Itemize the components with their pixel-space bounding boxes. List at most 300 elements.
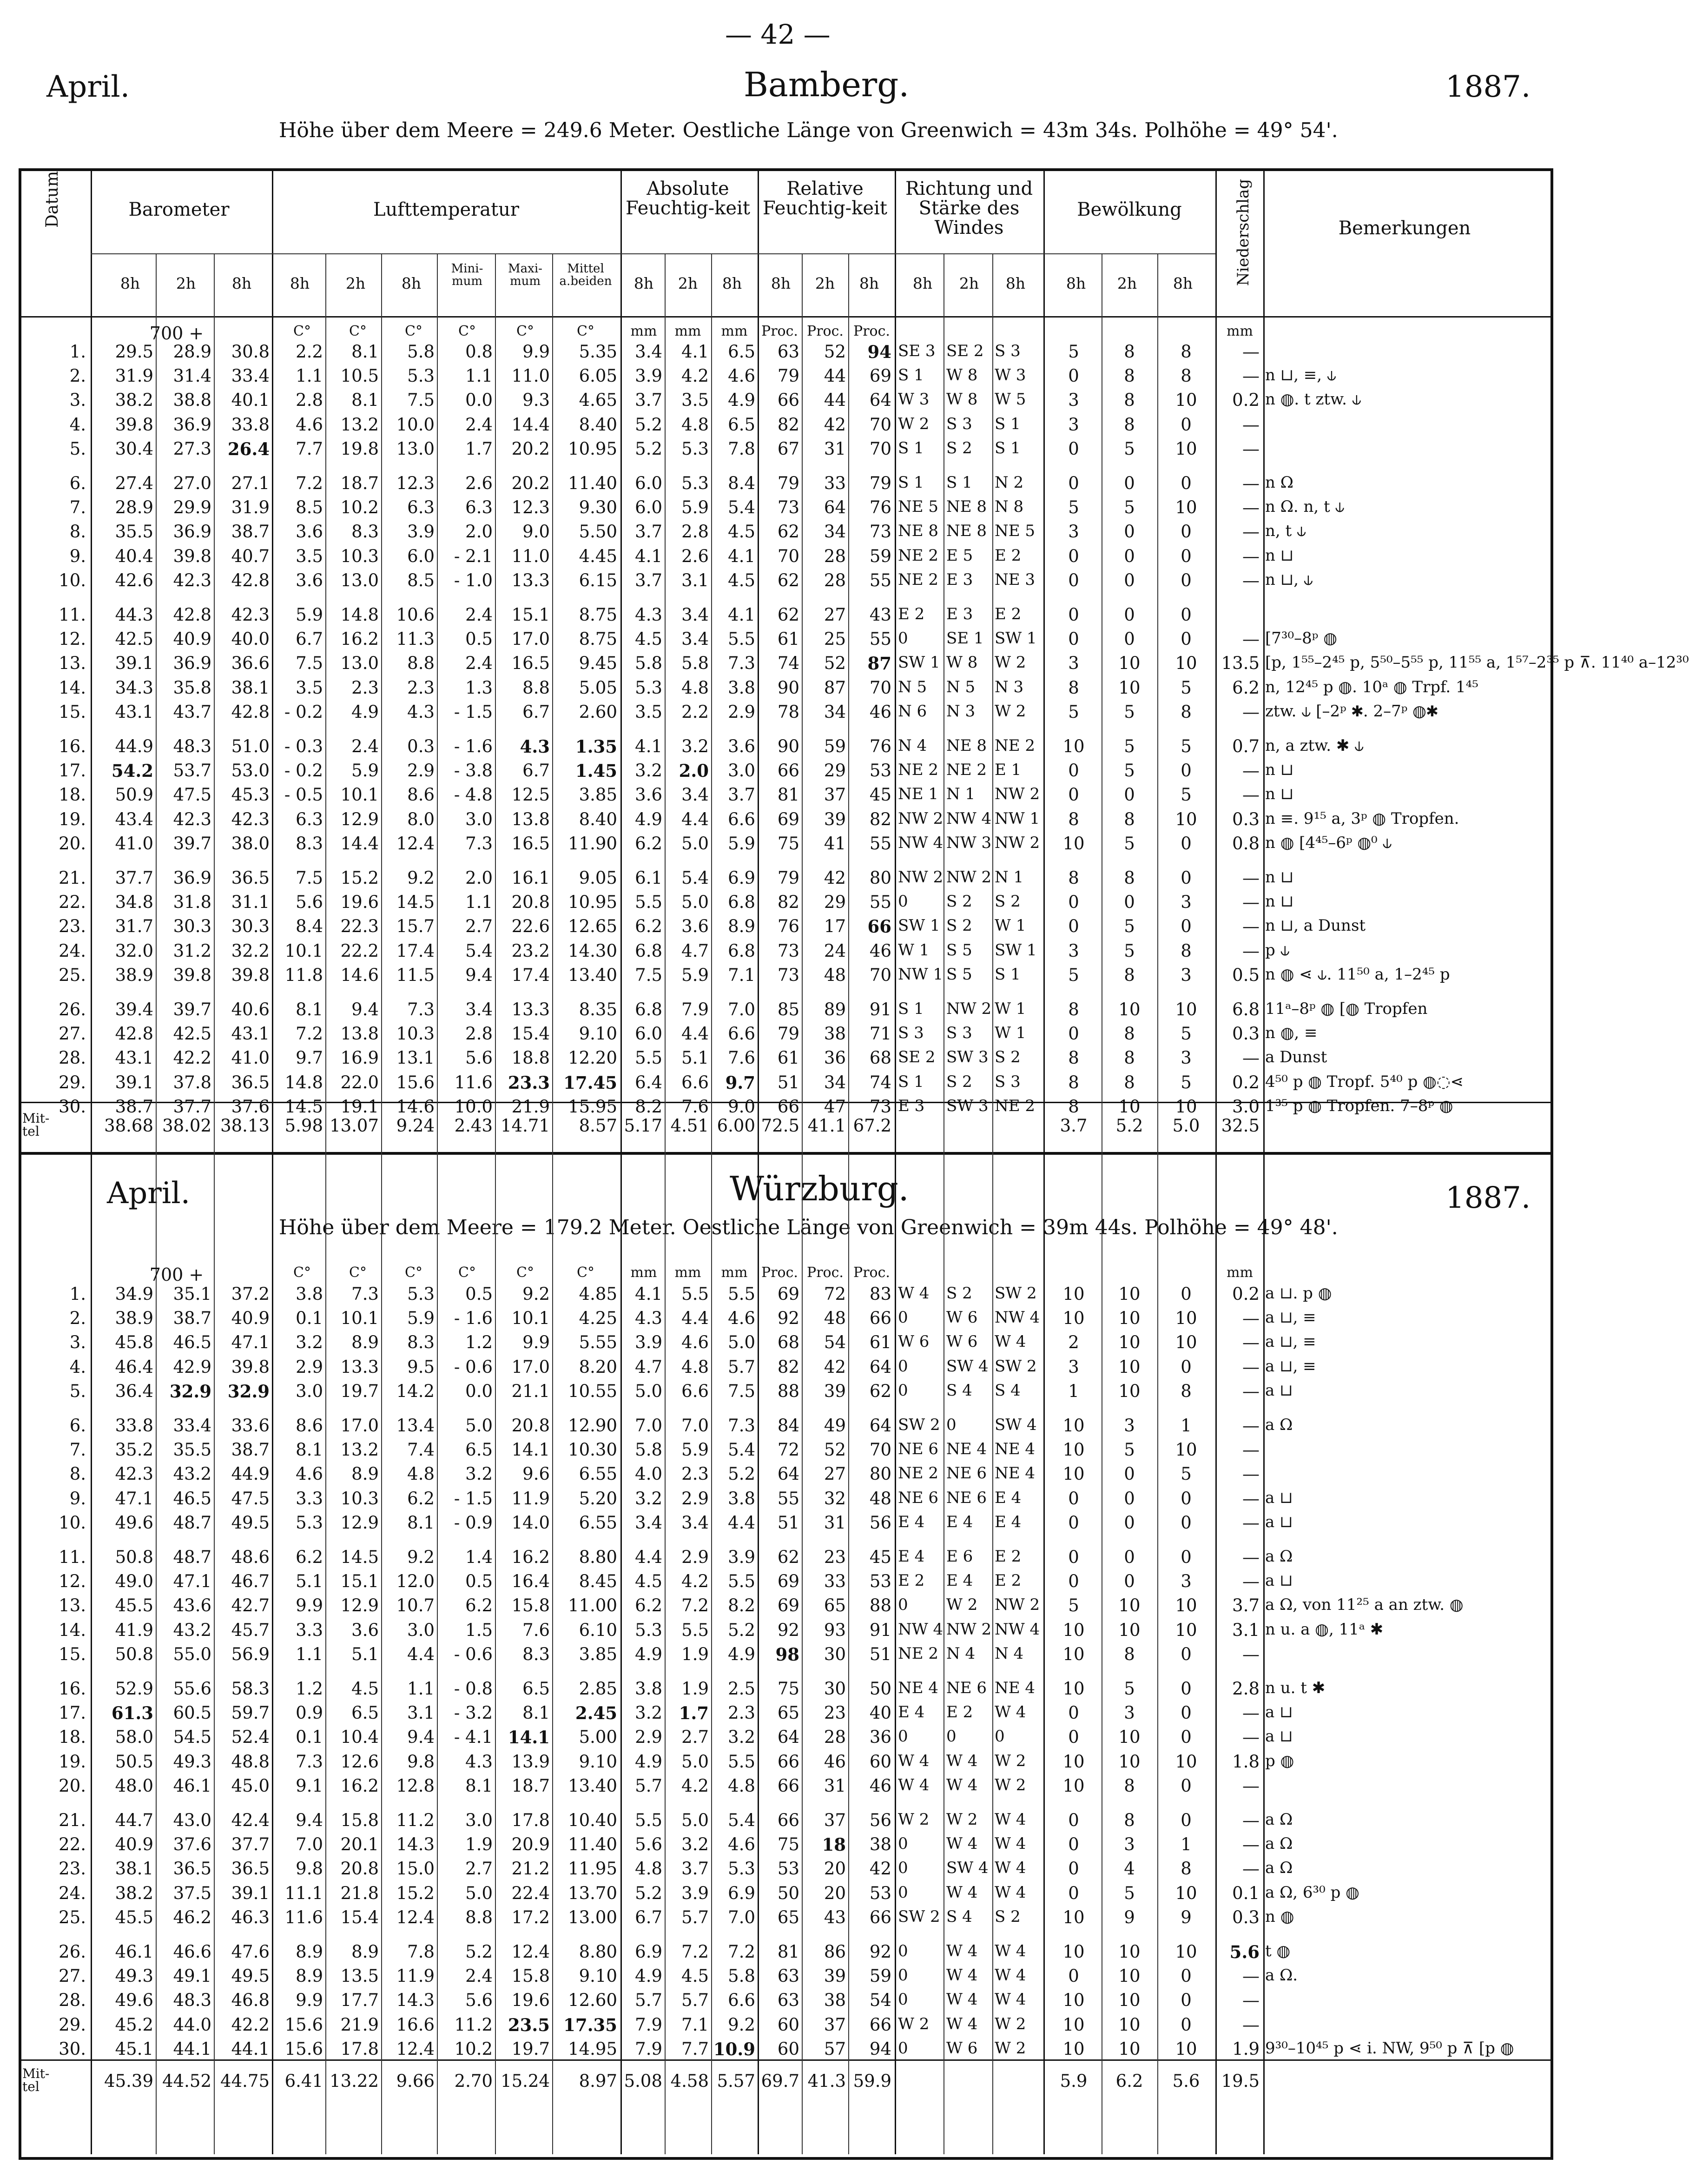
mittel-cell: 69.7 (761, 2071, 799, 2091)
table-cell: 10 (1175, 999, 1197, 1019)
table-cell: 9 (1181, 1907, 1192, 1927)
table-cell: 4.3 (407, 702, 435, 722)
table-cell: 4.6 (296, 1464, 323, 1484)
table-cell: 11.90 (568, 833, 617, 854)
table-cell: 21.8 (340, 1883, 379, 1903)
table-cell: 5.3 (681, 438, 709, 459)
table-cell: 9.4 (296, 1810, 323, 1830)
row-date: 27. (59, 1966, 86, 1986)
table-cell: 5.50 (579, 522, 617, 542)
remark: a Ω (1265, 1547, 1293, 1566)
table-cell: 7.0 (296, 1834, 323, 1855)
table-cell: S 3 (946, 1024, 972, 1043)
table-cell: 7.3 (728, 1416, 755, 1436)
sub-bew-2: 2h (1117, 274, 1137, 292)
table-cell: 98 (775, 1644, 799, 1665)
table-cell: 3.4 (681, 605, 709, 625)
remark: n ⊔ (1265, 785, 1294, 804)
table-cell: 13.5 (340, 1966, 379, 1986)
table-cell: 87 (867, 653, 891, 674)
table-cell: 66 (869, 2014, 891, 2035)
table-cell: 17.0 (511, 1357, 550, 1377)
vrule-thin (495, 253, 496, 2154)
table-cell: S 3 (995, 342, 1021, 360)
table-cell: 10 (1062, 1620, 1085, 1640)
sub-wind-2: 2h (959, 274, 979, 292)
table-cell: NW 2 (995, 1595, 1040, 1615)
table-cell: 8.6 (296, 1416, 323, 1436)
table-cell: W 2 (946, 1595, 978, 1615)
table-cell: 42 (824, 414, 846, 435)
table-cell: 10 (1118, 1990, 1141, 2011)
table-cell: 81 (777, 785, 799, 805)
row-date: 6. (69, 1416, 86, 1436)
table-cell: N 5 (946, 677, 976, 696)
remark: a Dunst (1265, 1048, 1327, 1067)
table-cell: 18.7 (340, 473, 379, 493)
table-cell: 11.6 (454, 1072, 493, 1092)
table-cell: 31.9 (115, 366, 153, 386)
remark: a ⊔ (1265, 1703, 1293, 1722)
table-cell: 5 (1124, 1679, 1135, 1699)
table-cell: 9.10 (579, 1024, 617, 1044)
table-cell: 0 (1124, 605, 1135, 625)
table-cell: 0.5 (465, 1571, 493, 1592)
table-cell: 4.8 (681, 1357, 709, 1377)
table-cell: 27.4 (115, 473, 153, 493)
table-cell: 64 (824, 497, 846, 518)
table-cell: NE 2 (995, 1096, 1036, 1115)
vrule (1043, 168, 1045, 2154)
table-cell: 3.7 (635, 570, 662, 590)
table-cell: 38.7 (115, 1096, 153, 1117)
table-cell: 5.8 (728, 1966, 755, 1986)
table-cell: 11.1 (284, 1883, 323, 1903)
table-cell: 43.1 (115, 1048, 153, 1068)
table-cell: S 2 (995, 1907, 1021, 1926)
table-cell: 5.7 (728, 1357, 755, 1377)
table-cell: 38.2 (115, 1883, 153, 1903)
table-cell: 37.8 (173, 1072, 211, 1092)
table-cell: - 3.2 (454, 1703, 493, 1723)
table-cell: 31 (824, 438, 846, 459)
table-cell: 0 (898, 629, 908, 648)
table-cell: S 1 (898, 999, 924, 1018)
table-cell: 49.3 (173, 1751, 211, 1772)
mittel-cell: 5.98 (284, 1116, 323, 1136)
table-cell: 42.4 (231, 1810, 270, 1830)
col-nied: Niederschlag (1234, 179, 1253, 286)
table-cell: 5 (1124, 702, 1135, 722)
table-cell: 10.4 (340, 1727, 379, 1747)
table-cell: 1 (1181, 1416, 1192, 1436)
table-cell: 13.40 (568, 1775, 617, 1796)
table-cell: W 1 (898, 940, 930, 960)
table-cell: 66 (777, 1810, 799, 1830)
table-cell: 12.0 (396, 1571, 435, 1592)
table-cell: 6.5 (728, 342, 755, 362)
table-cell: 55.0 (173, 1644, 211, 1664)
table-cell: S 1 (898, 438, 924, 457)
table-cell: W 4 (995, 1966, 1026, 1985)
table-cell: 91 (869, 999, 891, 1019)
table-cell: W 2 (995, 653, 1026, 672)
table-cell: 2.85 (579, 1679, 617, 1699)
table-cell: 11.6 (284, 1907, 323, 1927)
table-cell: 5.5 (635, 1810, 662, 1830)
mittel-cell: 38.68 (104, 1116, 153, 1136)
table-cell: 64 (869, 1357, 891, 1377)
table-cell: 2.9 (407, 761, 435, 781)
table-cell: 4.6 (728, 366, 755, 386)
table-cell: 34 (824, 522, 846, 542)
table-cell: 7.3 (296, 1751, 323, 1772)
table-cell: 8 (1068, 1048, 1079, 1068)
table-cell: 10 (1062, 736, 1085, 756)
table-cell: 8 (1181, 1381, 1192, 1401)
table-cell: — (1242, 1547, 1260, 1567)
table-cell: SW 1 (898, 916, 940, 935)
table-cell: 12.3 (396, 473, 435, 493)
table-cell: 4.0 (635, 1464, 662, 1484)
table-cell: 5 (1068, 965, 1079, 985)
table-cell: 36 (869, 1727, 891, 1747)
table-cell: N 3 (946, 702, 976, 721)
table-cell: 37.6 (231, 1096, 270, 1117)
table-cell: 5 (1124, 1440, 1135, 1460)
table-cell: 51 (777, 1512, 799, 1533)
table-cell: 25 (824, 629, 846, 649)
row-date: 8. (69, 1464, 86, 1484)
table-cell: 8 (1181, 1859, 1192, 1879)
table-cell: 2.7 (465, 916, 493, 937)
table-cell: - 0.9 (454, 1512, 493, 1533)
sub-abs-8: 8h (633, 274, 654, 292)
table-cell: SW 1 (995, 629, 1037, 648)
remark: 1³⁵ p ◍ Tropfen. 7–8ᵖ ◍ (1265, 1096, 1453, 1115)
remark: 4⁵⁰ p ◍ Tropf. 5⁴⁰ p ◍◌⋖ (1265, 1072, 1464, 1091)
table-cell: 10 (1175, 438, 1197, 459)
table-cell: 5.00 (579, 1727, 617, 1747)
table-cell: — (1242, 1512, 1260, 1533)
table-cell: SE 2 (898, 1048, 936, 1067)
table-cell: 32.0 (115, 940, 153, 961)
table-cell: 10 (1062, 1464, 1085, 1484)
table-cell: 15.7 (396, 916, 435, 937)
row-date: 4. (69, 1357, 86, 1377)
table-cell: 1.2 (465, 1332, 493, 1353)
mittel-cell: 5.6 (1172, 2071, 1200, 2091)
table-cell: 12.65 (568, 916, 617, 937)
table-cell: 14.4 (340, 833, 379, 854)
mittel-cell: 5.17 (624, 1116, 662, 1136)
table-cell: 84 (777, 1416, 799, 1436)
table-cell: 0 (1181, 833, 1192, 854)
table-cell: 4.8 (635, 1859, 662, 1879)
table-cell: 14.6 (396, 1096, 435, 1117)
table-cell: 38.9 (115, 965, 153, 985)
table-cell: — (1242, 522, 1260, 542)
table-cell: 38.2 (115, 390, 153, 410)
table-cell: — (1242, 1357, 1260, 1377)
table-cell: 94 (869, 2038, 891, 2059)
table-cell: 10 (1175, 1308, 1197, 1329)
table-cell: 71 (869, 1024, 891, 1044)
table-cell: 5.3 (635, 1620, 662, 1640)
table-cell: 42 (824, 868, 846, 888)
table-cell: 1.45 (575, 761, 617, 781)
row-date: 27. (59, 1024, 86, 1044)
table-cell: 4.9 (635, 809, 662, 829)
table-cell: 46.1 (173, 1775, 211, 1796)
table-cell: 6.7 (522, 761, 550, 781)
table-cell: 3.1 (681, 570, 709, 590)
table-cell: 8 (1181, 940, 1192, 961)
table-cell: 12.5 (511, 785, 550, 805)
row-date: 16. (59, 1679, 86, 1699)
table-cell: 51 (777, 1072, 799, 1092)
table-cell: 1.3 (465, 677, 493, 698)
table-cell: 5 (1181, 785, 1192, 805)
table-cell: - 4.1 (454, 1727, 493, 1747)
table-cell: 76 (869, 497, 891, 518)
remark: n Ω. n, t ⫝ (1265, 497, 1345, 516)
table-cell: 20.8 (511, 1416, 550, 1436)
table-cell: 0.3 (1232, 809, 1260, 829)
table-cell: 24 (824, 940, 846, 961)
table-cell: 46.1 (115, 1942, 153, 1962)
remark: a Ω, 6³⁰ p ◍ (1265, 1883, 1359, 1902)
table-cell: 3.1 (1232, 1620, 1260, 1640)
table-cell: 5.7 (681, 1990, 709, 2011)
remark: a Ω (1265, 1834, 1293, 1853)
vrule-thin (381, 253, 382, 2154)
table-cell: 0 (1068, 473, 1079, 493)
table-cell: 72 (777, 1440, 799, 1460)
table-cell: 1.1 (296, 1644, 323, 1664)
table-cell: SE 3 (898, 342, 936, 360)
table-cell: W 4 (946, 1942, 978, 1960)
table-cell: 5.7 (635, 1775, 662, 1796)
table-cell: 7.3 (465, 833, 493, 854)
table-cell: 36.5 (231, 1072, 270, 1092)
table-cell: — (1242, 702, 1260, 722)
table-cell: 17.35 (563, 2014, 617, 2035)
table-cell: 2.8 (296, 390, 323, 410)
table-cell: 10 (1118, 1357, 1141, 1377)
table-cell: SW 4 (946, 1859, 989, 1878)
table-cell: 12.9 (340, 809, 379, 829)
table-cell: 5 (1068, 342, 1079, 362)
table-cell: 0 (1068, 605, 1079, 625)
table-cell: NW 3 (946, 833, 992, 852)
table-cell: 53 (869, 1571, 891, 1592)
table-cell: 4.3 (465, 1751, 493, 1772)
table-cell: 10 (1062, 833, 1085, 854)
table-cell: 39 (824, 1966, 846, 1986)
table-cell: S 1 (898, 473, 924, 492)
table-cell: 39.8 (173, 965, 211, 985)
table-cell: 6.55 (579, 1464, 617, 1484)
table-cell: 76 (869, 736, 891, 756)
table-cell: 22.4 (511, 1883, 550, 1903)
mittel-cell: 2.70 (454, 2071, 493, 2091)
table-cell: 28.9 (115, 497, 153, 518)
table-cell: 10 (1062, 2014, 1085, 2035)
table-cell: E 2 (995, 605, 1022, 623)
table-cell: 4.4 (681, 809, 709, 829)
table-cell: 10.5 (340, 366, 379, 386)
table-cell: 10.3 (396, 1024, 435, 1044)
table-cell: 8 (1124, 390, 1135, 410)
table-cell: E 2 (898, 605, 925, 623)
remark: 9³⁰–10⁴⁵ p ⋖ i. NW, 9⁵⁰ p ⊼ [p ◍ (1265, 2038, 1514, 2058)
table-cell: W 4 (995, 1883, 1026, 1902)
sub-abs-8b: 8h (722, 274, 742, 292)
unit-proc: Proc. (807, 1264, 844, 1281)
table-cell: 4.3 (635, 1308, 662, 1329)
table-cell: 42.3 (173, 570, 211, 590)
remark: n, 12⁴⁵ p ◍. 10ᵃ ◍ Trpf. 1⁴⁵ (1265, 677, 1478, 696)
table-cell: W 2 (898, 414, 930, 433)
table-cell: 37.7 (231, 1834, 270, 1855)
table-cell: 16.9 (340, 1048, 379, 1068)
table-cell: 2.3 (728, 1703, 755, 1723)
unit-c: C° (293, 323, 311, 339)
table-cell: 6.10 (579, 1620, 617, 1640)
table-cell: 20 (824, 1883, 846, 1903)
table-cell: S 2 (946, 892, 972, 911)
table-cell: 9.3 (522, 390, 550, 410)
mittel-cell: 4.51 (670, 1116, 709, 1136)
row-date: 16. (59, 736, 86, 756)
row-date: 4. (69, 414, 86, 435)
table-cell: 0 (1181, 473, 1192, 493)
table-cell: W 4 (995, 1332, 1026, 1351)
mittel-cell: 44.52 (162, 2071, 211, 2091)
table-cell: 0 (1124, 1488, 1135, 1509)
table-cell: 4.7 (635, 1357, 662, 1377)
table-cell: W 2 (995, 2038, 1026, 2058)
row-date: 30. (59, 1096, 86, 1117)
table-cell: 37.2 (231, 1284, 270, 1304)
table-cell: 1.9 (681, 1644, 709, 1664)
table-cell: 55 (777, 1488, 799, 1509)
table-cell: 41.0 (231, 1048, 270, 1068)
table-cell: 6.8 (1232, 999, 1260, 1019)
table-cell: 5.9 (296, 605, 323, 625)
table-cell: NE 4 (995, 1440, 1036, 1459)
table-cell: — (1242, 473, 1260, 493)
table-cell: — (1242, 1810, 1260, 1830)
remark: n ◍, ≡ (1265, 1024, 1318, 1043)
remark: a ⊔ (1265, 1727, 1293, 1746)
table-cell: 13.5 (1221, 653, 1260, 674)
table-cell: 17.4 (396, 940, 435, 961)
table-cell: 69 (777, 1595, 799, 1616)
table-cell: 20.2 (511, 473, 550, 493)
section-divider (19, 1152, 1550, 1155)
table-cell: 5.9 (351, 761, 379, 781)
remark: n ⊔, ⫝ (1265, 570, 1313, 589)
table-cell: 61 (777, 629, 799, 649)
table-cell: 40.6 (231, 999, 270, 1019)
table-cell: 81 (777, 1942, 799, 1962)
table-cell: 0 (1068, 1810, 1079, 1830)
table-cell: 14.95 (568, 2038, 617, 2059)
table-cell: 5.8 (635, 653, 662, 674)
table-cell: 8.1 (465, 1775, 493, 1796)
table-cell: 8 (1181, 342, 1192, 362)
table-cell: 3.3 (296, 1488, 323, 1509)
table-cell: 48.7 (173, 1512, 211, 1533)
table-cell: 40.9 (115, 1834, 153, 1855)
table-cell: 7.2 (681, 1942, 709, 1962)
remark: n ◍ ⋖ ⫝. 11⁵⁰ a, 1–2⁴⁵ p (1265, 965, 1450, 984)
table-cell: 3.4 (681, 1512, 709, 1533)
table-cell: 45 (869, 785, 891, 805)
row-date: 7. (69, 1440, 86, 1460)
table-cell: 35.2 (115, 1440, 153, 1460)
table-cell: — (1242, 1966, 1260, 1986)
table-cell: 41.0 (115, 833, 153, 854)
table-cell: 0 (1068, 366, 1079, 386)
table-cell: 6.0 (407, 546, 435, 566)
table-cell: 15.1 (340, 1571, 379, 1592)
table-cell: 6.2 (635, 833, 662, 854)
mittel-cell: 5.57 (717, 2071, 755, 2091)
table-cell: 7.1 (681, 2014, 709, 2035)
table-cell: S 4 (995, 1381, 1021, 1400)
table-cell: SW 3 (946, 1048, 989, 1067)
table-cell: NW 2 (946, 868, 992, 887)
unit-c: C° (458, 1264, 476, 1281)
table-cell: 8 (1181, 702, 1192, 722)
table-cell: 3 (1181, 1048, 1192, 1068)
table-cell: 53.7 (173, 761, 211, 781)
table-cell: 3.6 (296, 522, 323, 542)
table-cell: 8 (1124, 1024, 1135, 1044)
table-cell: 64 (777, 1727, 799, 1747)
table-cell: 5.0 (681, 1751, 709, 1772)
table-cell: 12.90 (568, 1416, 617, 1436)
table-cell: 6.3 (465, 497, 493, 518)
table-cell: 2.7 (465, 1859, 493, 1879)
table-cell: 35.5 (115, 522, 153, 542)
table-cell: 8.0 (407, 809, 435, 829)
table-cell: 8 (1181, 366, 1192, 386)
remark: [p, 1⁵⁵–2⁴⁵ p, 5⁵⁰–5⁵⁵ p, 11⁵⁵ a, 1⁵⁷–2³⁵ p ⊼. 11⁴⁰ a–12³⁰ (1265, 653, 1689, 672)
table-cell: 17.8 (340, 2038, 379, 2059)
table-cell: 52 (824, 1440, 846, 1460)
table-cell: 0 (1068, 916, 1079, 937)
table-cell: 3.8 (296, 1284, 323, 1304)
table-cell: NW 2 (995, 833, 1040, 852)
table-cell: N 4 (995, 1644, 1024, 1663)
table-cell: 9.05 (579, 868, 617, 888)
row-date: 22. (59, 892, 86, 913)
table-cell: 49 (824, 1416, 846, 1436)
table-cell: 5.2 (728, 1464, 755, 1484)
table-cell: 59 (869, 1966, 891, 1986)
table-cell: 70 (869, 414, 891, 435)
table-cell: 6.2 (1232, 677, 1260, 698)
table-cell: 17.0 (340, 1416, 379, 1436)
table-cell: 36 (824, 1048, 846, 1068)
table-cell: 44.1 (173, 2038, 211, 2059)
table-cell: 16.1 (511, 868, 550, 888)
table-cell: 5.0 (681, 1810, 709, 1830)
